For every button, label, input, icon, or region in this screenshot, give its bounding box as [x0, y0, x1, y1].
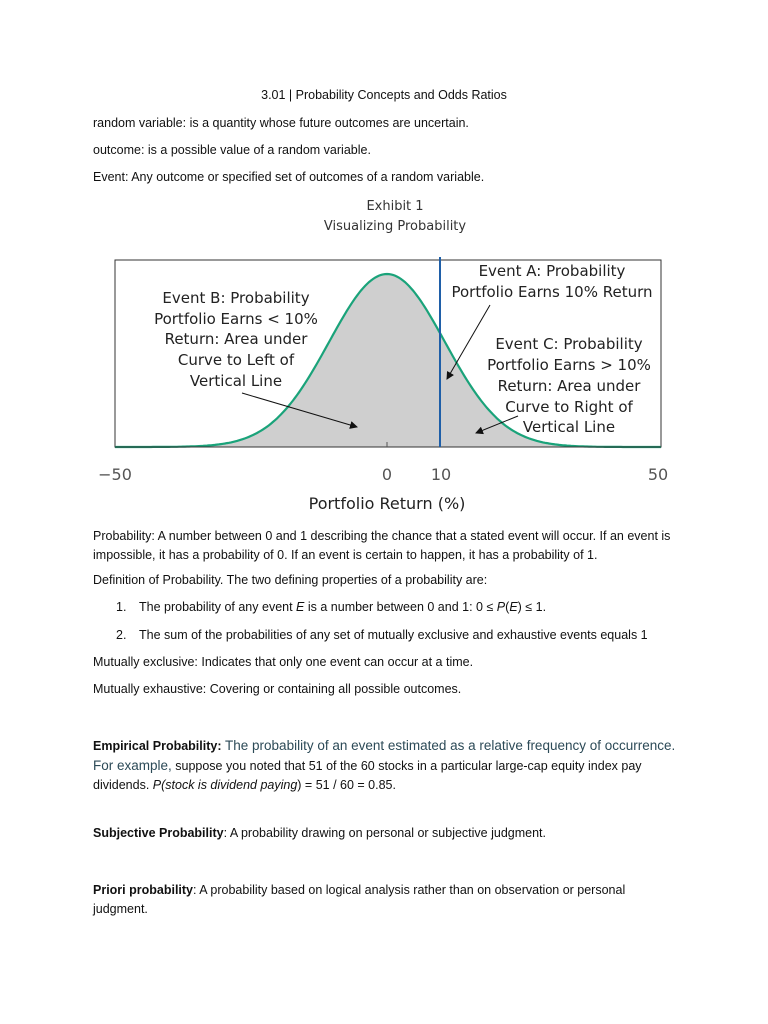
svg-text:Event C: Probability: Event C: Probability — [495, 335, 643, 353]
tick-label-50: 50 — [647, 465, 669, 484]
tick-label-0: 0 — [381, 465, 393, 484]
svg-text:Return: Area under: Return: Area under — [497, 377, 641, 395]
svg-text:Portfolio Earns > 10%: Portfolio Earns > 10% — [487, 356, 651, 374]
x-axis-label: Portfolio Return (%) — [308, 494, 466, 513]
priori-probability: Priori probability: A probability based on logical analysis rather than on observation or personal judgment. — [93, 883, 626, 916]
event-b-label — [154, 289, 318, 390]
svg-text:Return: Area under: Return: Area under — [164, 330, 308, 348]
document-title: 3.01 | Probability Concepts and Odds Ratios — [261, 88, 507, 102]
probability-definition: Probability: A number between 0 and 1 describing the chance that a stated event will occur. If an event is impossible, it has a probability of 0. If an event is certain to happen, it has a probability of 1. — [93, 529, 671, 562]
arrow-event-a — [447, 305, 490, 379]
event-c-label — [487, 335, 651, 436]
exhibit-subheading: Visualizing Probability — [323, 219, 467, 234]
exhibit-heading: Exhibit 1 — [366, 199, 424, 214]
svg-text:Event A: Probability: Event A: Probability — [478, 262, 626, 280]
svg-text:Curve to Left of: Curve to Left of — [177, 351, 295, 369]
tick-label-minus50: −50 — [98, 465, 132, 484]
mutually-exhaustive-def: Mutually exhaustive: Covering or containing all possible outcomes. — [93, 682, 462, 696]
event-a-label — [451, 262, 652, 301]
x-axis-ticks — [98, 465, 668, 484]
svg-text:Event B: Probability: Event B: Probability — [162, 289, 310, 307]
list-item: 1. The probability of any event E is a number between 0 and 1: 0 ≤ P(E) ≤ 1. — [116, 600, 547, 614]
def-random-variable: random variable: is a quantity whose future outcomes are uncertain. — [93, 116, 469, 130]
svg-text:Portfolio Earns < 10%: Portfolio Earns < 10% — [154, 310, 318, 328]
subjective-probability: Subjective Probability: A probability drawing on personal or subjective judgment. — [93, 826, 547, 840]
svg-text:Vertical Line: Vertical Line — [522, 418, 616, 436]
mutually-exclusive-def: Mutually exclusive: Indicates that only one event can occur at a time. — [93, 655, 474, 669]
svg-text:Curve to Right of: Curve to Right of — [505, 398, 633, 416]
definition-intro: Definition of Probability. The two defining properties of a probability are: — [93, 573, 488, 587]
empirical-probability: Empirical Probability: The probability of an event estimated as a relative frequency of occurrence. For example, suppose you noted that 51 of the 60 stocks in a particular large-cap equity index pay dividends. P(stock is dividend paying) = 51 / 60 = 0.85. — [93, 738, 676, 792]
svg-text:Portfolio Earns 10% Return: Portfolio Earns 10% Return — [451, 283, 653, 301]
tick-label-10: 10 — [430, 465, 452, 484]
def-outcome: outcome: is a possible value of a random variable. — [93, 143, 371, 157]
exhibit-figure — [90, 192, 680, 517]
svg-text:Vertical Line: Vertical Line — [189, 372, 283, 390]
list-item: 2. The sum of the probabilities of any set of mutually exclusive and exhaustive events equals 1 — [116, 628, 648, 642]
def-event: Event: Any outcome or specified set of outcomes of a random variable. — [93, 170, 485, 184]
